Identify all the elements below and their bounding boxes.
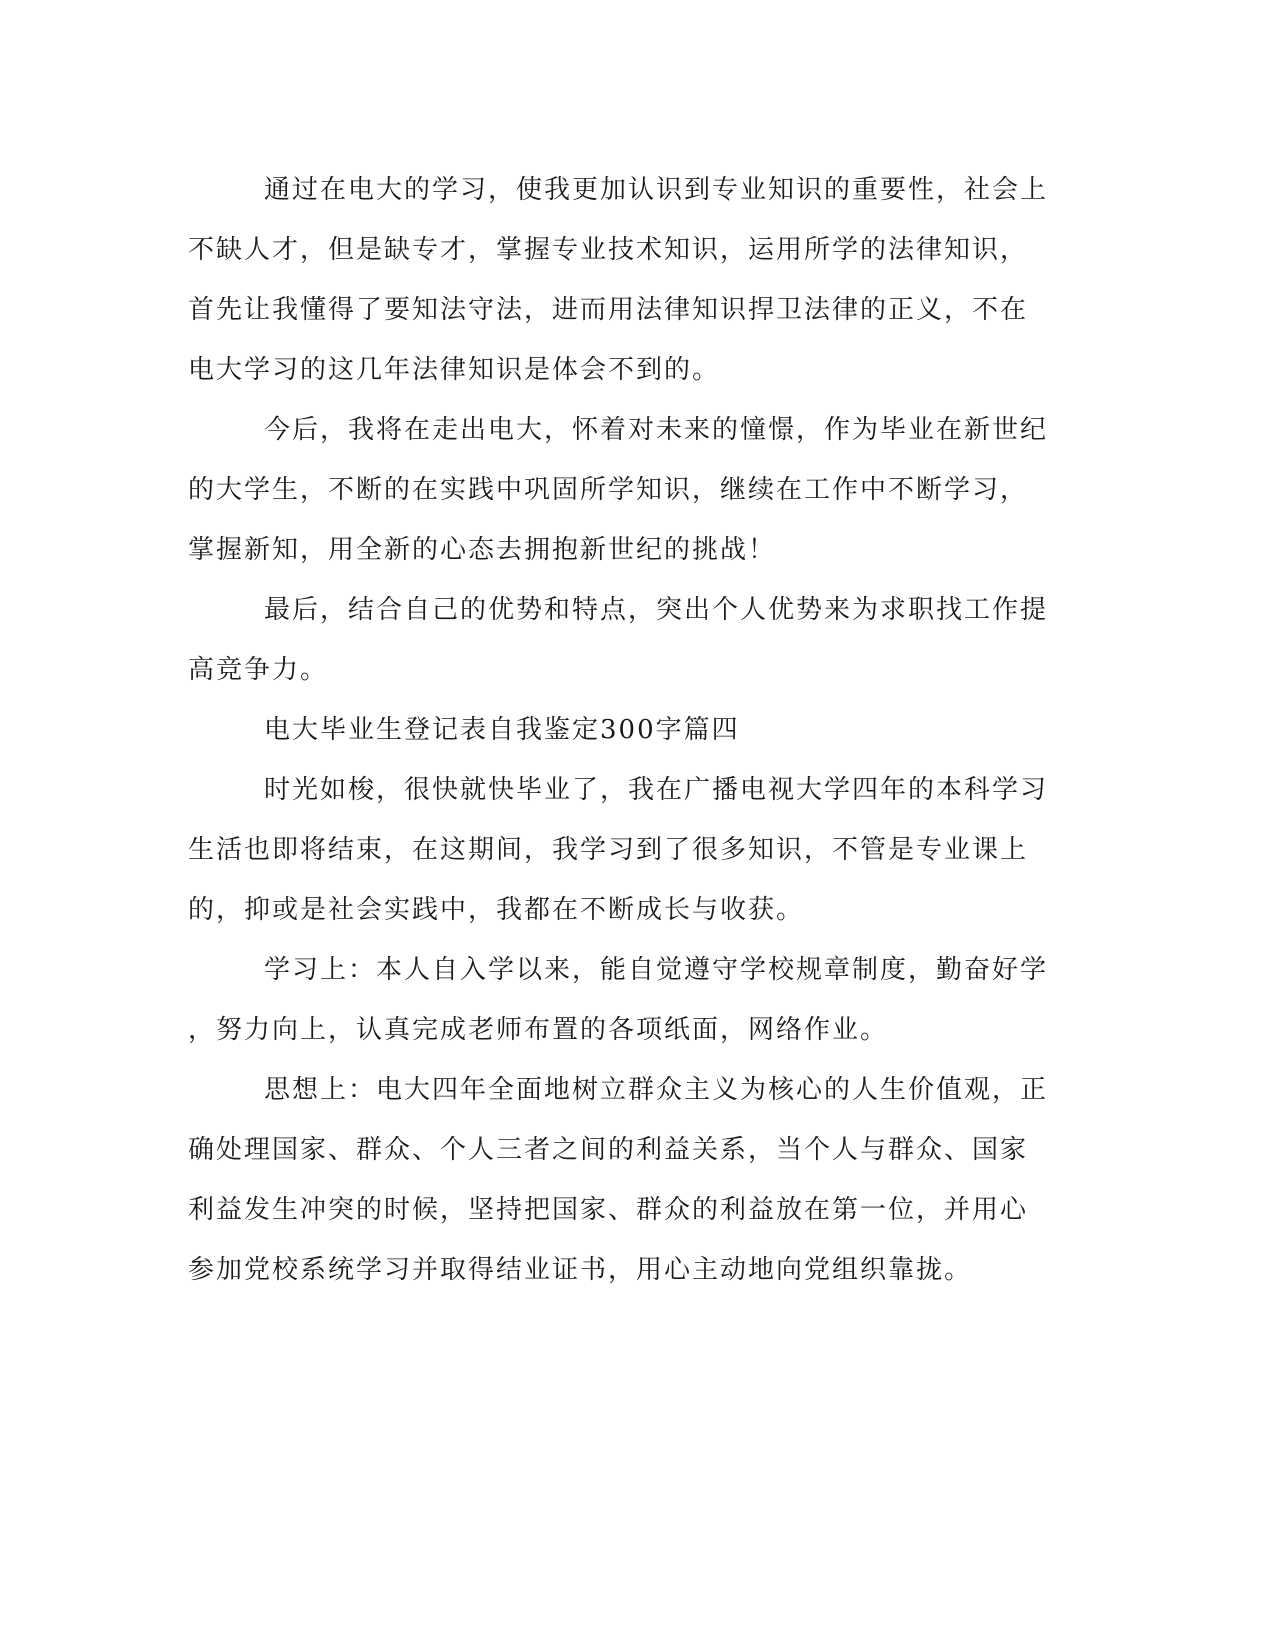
paragraph-line: 的大学生，不断的在实践中巩固所学知识，继续在工作中不断学习， <box>188 475 1029 505</box>
paragraph-line: 时光如梭，很快就快毕业了，我在广播电视大学四年的本科学习 <box>264 775 1049 805</box>
paragraph-line: 参加党校系统学习并取得结业证书，用心主动地向党组织靠拢。 <box>188 1255 973 1285</box>
paragraph-line: 首先让我懂得了要知法守法，进而用法律知识捍卫法律的正义，不在 <box>188 295 1029 325</box>
paragraph-line: 不缺人才，但是缺专才，掌握专业技术知识，运用所学的法律知识， <box>188 235 1029 265</box>
paragraph-line: 利益发生冲突的时候，坚持把国家、群众的利益放在第一位，并用心 <box>188 1195 1029 1225</box>
section-heading: 电大毕业生登记表自我鉴定300字篇四 <box>264 715 740 745</box>
paragraph-line: 确处理国家、群众、个人三者之间的利益关系，当个人与群众、国家 <box>188 1135 1029 1165</box>
paragraph-line: 今后，我将在走出电大，怀着对未来的憧憬，作为毕业在新世纪 <box>264 415 1049 445</box>
document-body <box>188 160 1068 1300</box>
paragraph-line: 电大学习的这几年法律知识是体会不到的。 <box>188 355 721 385</box>
paragraph-line: ，努力向上，认真完成老师布置的各项纸面，网络作业。 <box>188 1015 889 1045</box>
paragraph-line: 学习上：本人自入学以来，能自觉遵守学校规章制度，勤奋好学 <box>264 955 1049 985</box>
paragraph-line: 生活也即将结束，在这期间，我学习到了很多知识，不管是专业课上 <box>188 835 1029 865</box>
paragraph-line: 通过在电大的学习，使我更加认识到专业知识的重要性，社会上 <box>264 175 1049 205</box>
paragraph-line: 思想上：电大四年全面地树立群众主义为核心的人生价值观，正 <box>264 1075 1049 1105</box>
paragraph-line: 高竞争力。 <box>188 655 329 685</box>
paragraph-line: 的，抑或是社会实践中，我都在不断成长与收获。 <box>188 895 805 925</box>
paragraph-line: 最后，结合自己的优势和特点，突出个人优势来为求职找工作提 <box>264 595 1049 625</box>
paragraph-line: 掌握新知，用全新的心态去拥抱新世纪的挑战！ <box>188 535 777 565</box>
